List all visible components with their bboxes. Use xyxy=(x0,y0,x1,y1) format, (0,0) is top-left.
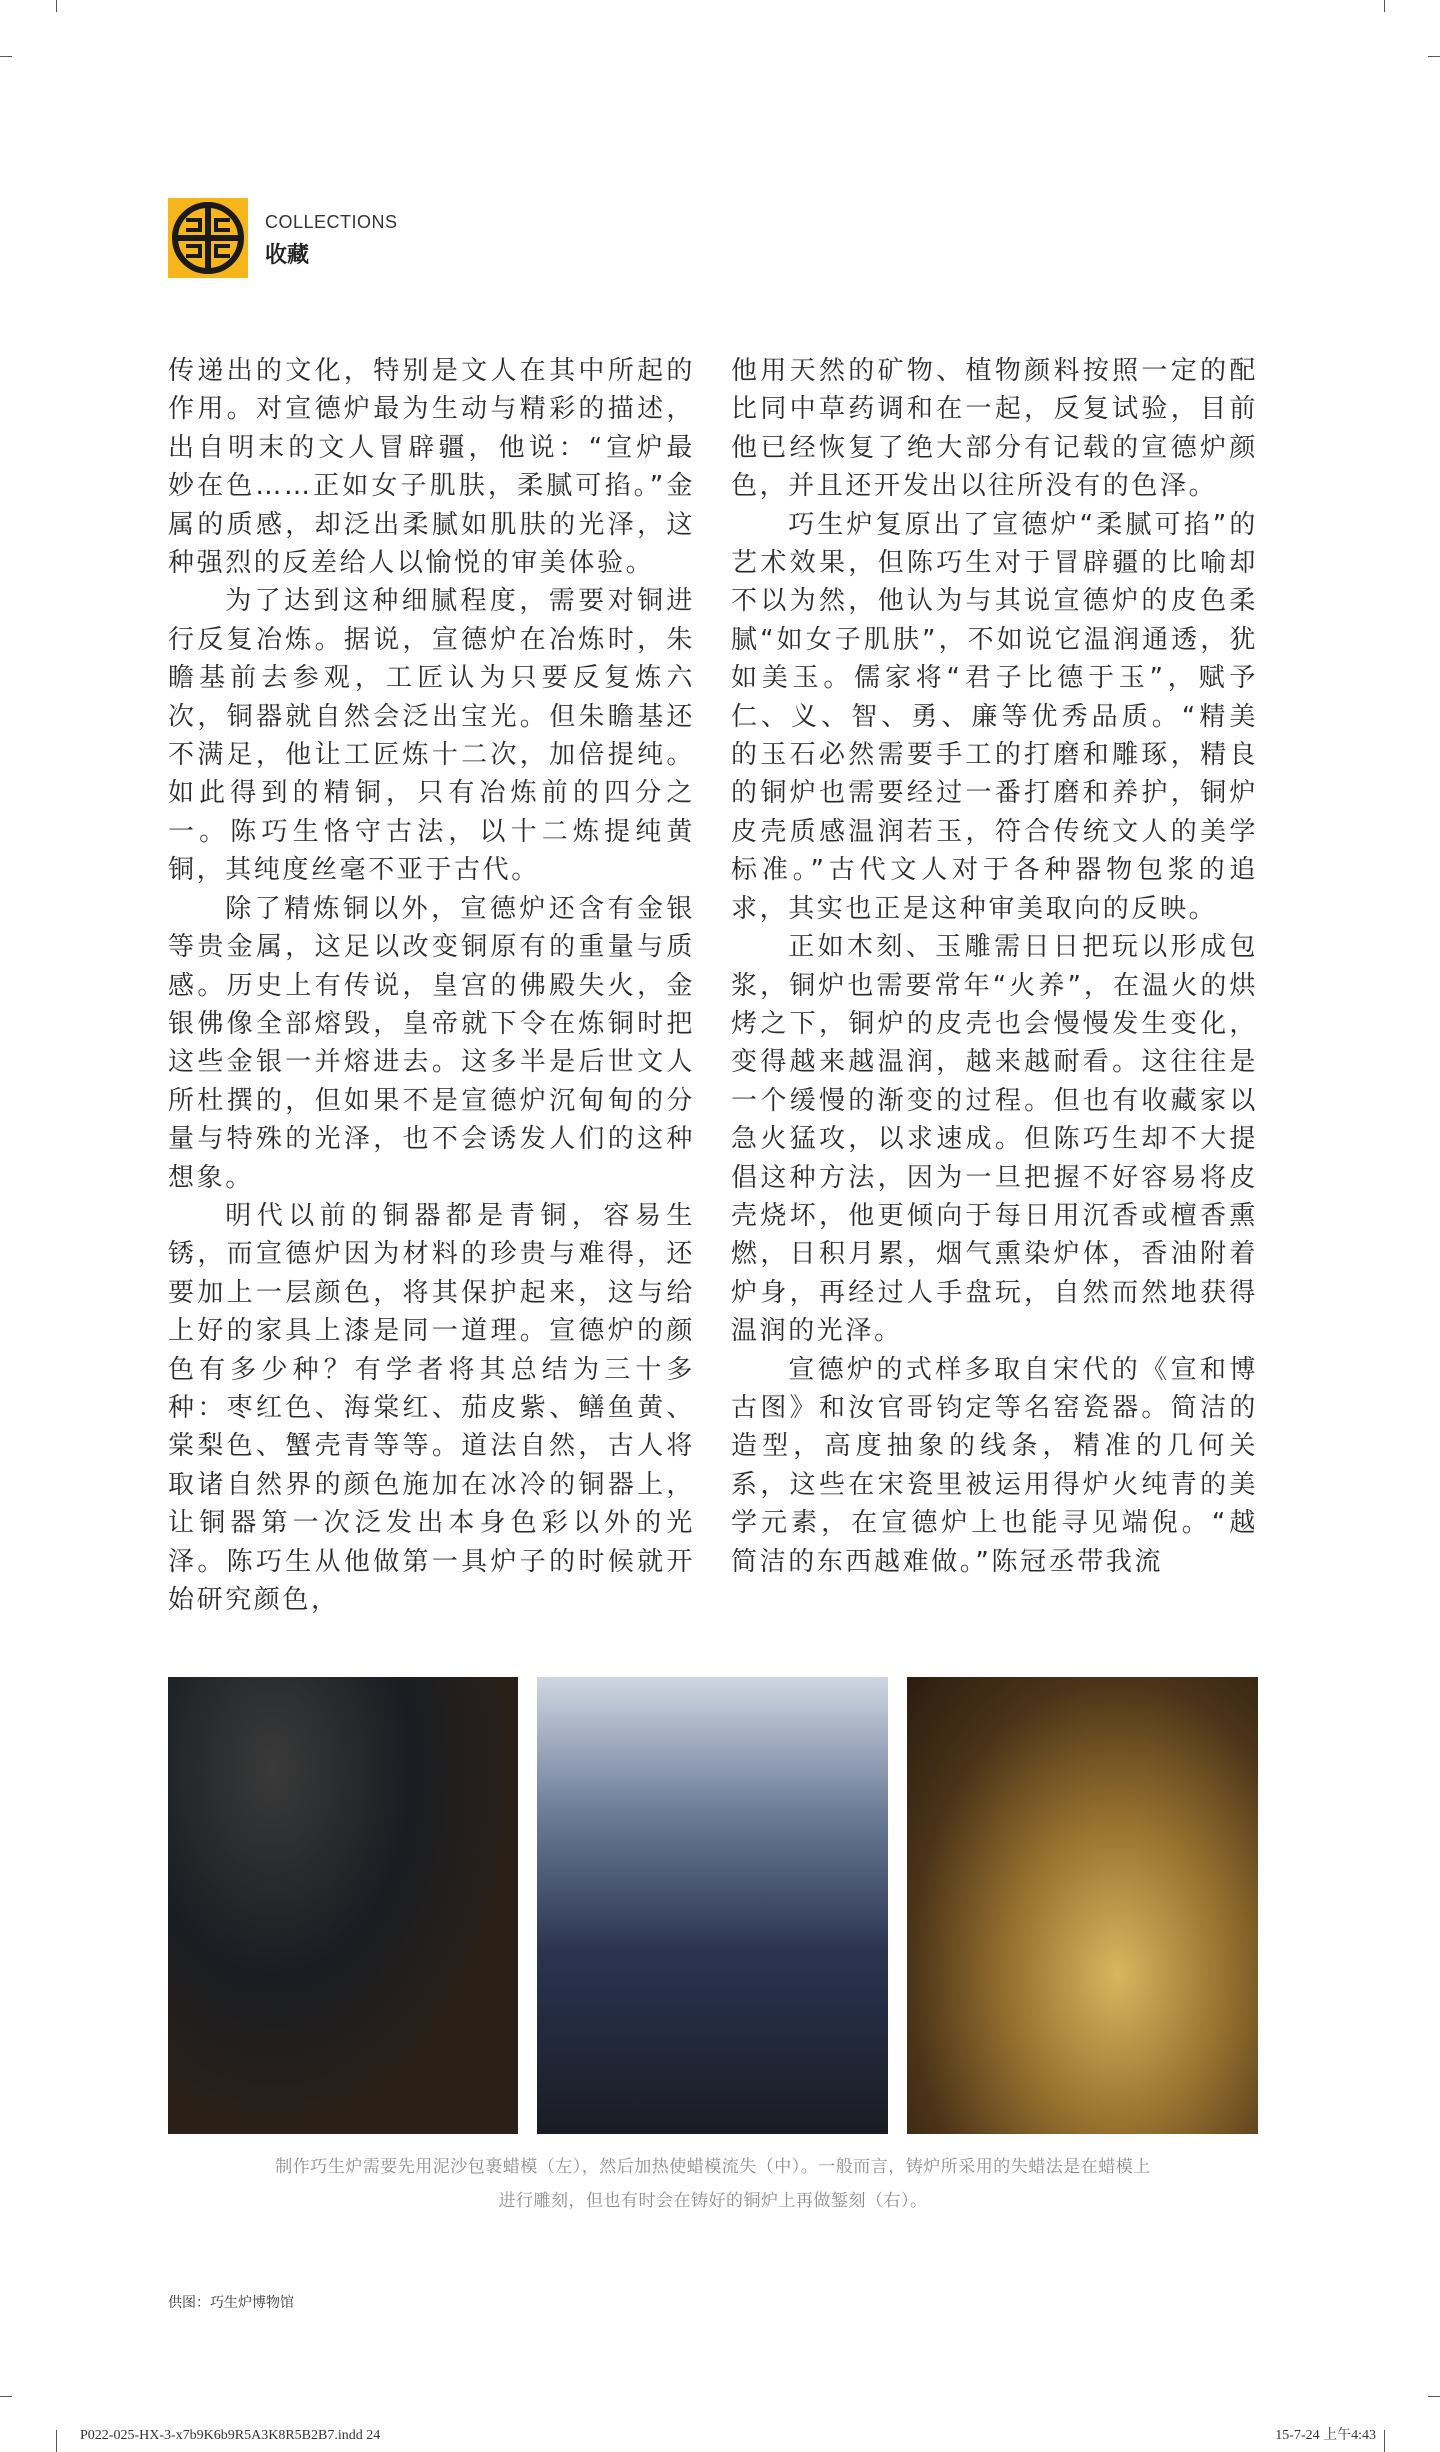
photo-engraving-right xyxy=(907,1677,1258,2134)
paragraph: 他用天然的矿物、植物颜料按照一定的配比同中草药调和在一起，反复试验，目前他已经恢复了绝大部分有记载的宣德炉颜色，并且还开发出以往所没有的色泽。 xyxy=(731,356,1258,502)
paragraph: 宣德炉的式样多取自宋代的《宣和博古图》和汝官哥钧定等名窑瓷器。简洁的造型，高度抽象的线条，精准的几何关系，这些在宋瓷里被运用得炉火纯青的美学元素，在宣德炉上也能寻见端倪。“越简洁的东西越难做。”陈冠丞带我流 xyxy=(731,1354,1258,1577)
article-column-left xyxy=(168,352,695,1619)
paragraph: 传递出的文化，特别是文人在其中所起的作用。对宣德炉最为生动与精彩的描述，出自明末的文人冒辟疆，他说：“宣炉最妙在色……正如女子肌肤，柔腻可掐。”金属的质感，却泛出柔腻如肌肤的光泽，这种强烈的反差给人以愉悦的审美体验。 xyxy=(168,356,695,579)
section-label-en: COLLECTIONS xyxy=(265,212,398,232)
paragraph: 明代以前的铜器都是青铜，容易生锈，而宣德炉因为材料的珍贵与难得，还要加上一层颜色，将其保护起来，这与给上好的家具上漆是同一道理。宣德炉的颜色有多少种？有学者将其总结为三十多种：枣红色、海棠红、茄皮紫、鳝鱼黄、棠梨色、蟹壳青等等。道法自然，古人将取诸自然界的颜色施加在冰冷的铜器上，让铜器第一次泛发出本身色彩以外的光泽。陈巧生从他做第一具炉子的时候就开始研究颜色， xyxy=(168,1200,695,1615)
paragraph: 除了精炼铜以外，宣德炉还含有金银等贵金属，这足以改变铜原有的重量与质感。历史上有传说，皇宫的佛殿失火，金银佛像全部熔毁，皇帝就下令在炼铜时把这些金银一并熔进去。这多半是后世文人所杜撰的，但如果不是宣德炉沉甸甸的分量与特殊的光泽，也不会诱发人们的这种想象。 xyxy=(168,893,695,1193)
article-column-right xyxy=(731,352,1258,1581)
paragraph: 正如木刻、玉雕需日日把玩以形成包浆，铜炉也需要常年“火养”，在温火的烘烤之下，铜炉的皮壳也会慢慢发生变化，变得越来越温润，越来越耐看。这往往是一个缓慢的渐变的过程。但也有收藏家以急火猛攻，以求速成。但陈巧生却不大提倡这种方法，因为一旦把握不好容易将皮壳烧坏，他更倾向于每日用沉香或檀香熏燃，日积月累，烟气熏染炉体，香油附着炉身，再经过人手盘玩，自然而然地获得温润的光泽。 xyxy=(731,932,1258,1347)
caption-line: 制作巧生炉需要先用泥沙包裹蜡模（左），然后加热使蜡模流失（中）。一般而言，铸炉所采用的失蜡法是在蜡模上 xyxy=(275,2157,1151,2178)
photo-heating-center xyxy=(537,1677,888,2134)
photo-row xyxy=(168,1677,1258,2134)
photo-credit: 供图：巧生炉博物馆 xyxy=(168,2295,294,2312)
paragraph: 为了达到这种细腻程度，需要对铜进行反复冶炼。据说，宣德炉在冶炼时，朱瞻基前去参观，工匠认为只要反复炼六次，铜器就自然会泛出宝光。但朱瞻基还不满足，他让工匠炼十二次，加倍提纯。如此得到的精铜，只有冶炼前的四分之一。陈巧生恪守古法，以十二炼提纯黄铜，其纯度丝毫不亚于古代。 xyxy=(168,586,695,886)
paragraph: 巧生炉复原出了宣德炉“柔腻可掐”的艺术效果，但陈巧生对于冒辟疆的比喻却不以为然，他认为与其说宣德炉的皮色柔腻“如女子肌肤”，不如说它温润通透，犹如美玉。儒家将“君子比德于玉”，赋予仁、义、智、勇、廉等优秀品质。“精美的玉石必然需要手工的打磨和雕琢，精良的铜炉也需要经过一番打磨和养护，铜炉皮壳质感温润若玉，符合传统文人的美学标准。”古代文人对于各种器物包浆的追求，其实也正是这种审美取向的反映。 xyxy=(731,509,1258,924)
slug-timestamp: 15-7-24 上午4:43 xyxy=(1275,2428,1376,2444)
photo-wax-mold-left xyxy=(168,1677,518,2134)
section-label-cn: 收藏 xyxy=(265,243,310,268)
crop-mark xyxy=(1428,2396,1440,2397)
article-columns xyxy=(168,352,1258,1619)
slug-filename: P022-025-HX-3-x7b9K6b9R5A3K8R5B2B7.indd 24 xyxy=(80,2428,381,2444)
crop-mark xyxy=(1384,0,1385,12)
crop-mark xyxy=(1428,56,1440,57)
photo-caption xyxy=(168,2150,1258,2218)
caption-line: 进行雕刻，但也有时会在铸好的铜炉上再做錾刻（右）。 xyxy=(498,2191,928,2212)
crop-mark xyxy=(1384,2430,1385,2452)
